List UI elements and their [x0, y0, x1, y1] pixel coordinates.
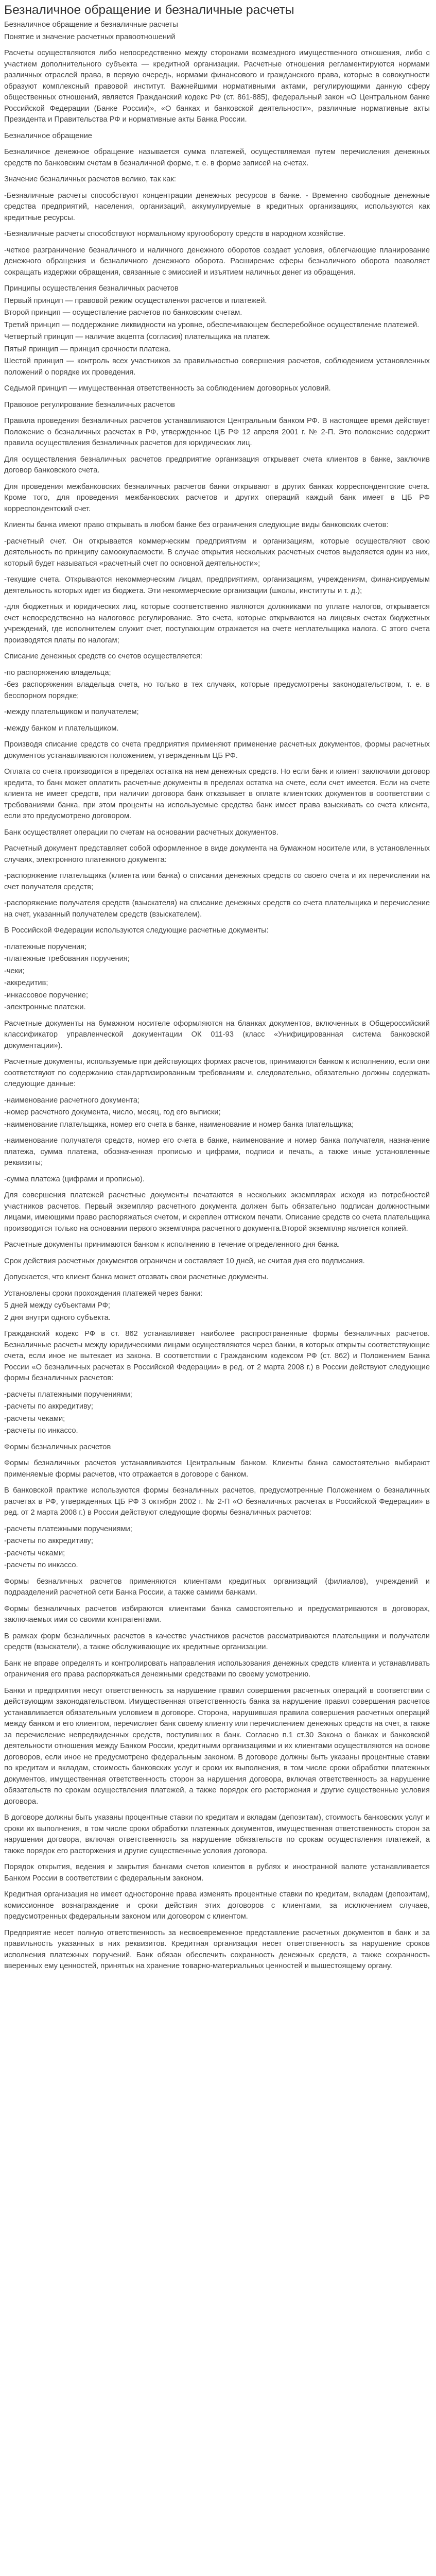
paragraph: Расчетные документы на бумажном носителе оформляются на бланках документов, включенных в Общероссийский классификатор управленческой документации ОК 011-93 (класс «Унифицированная система банковской документации»).	[4, 1019, 430, 1050]
paragraph: Первый принцип — правовой режим осуществления расчетов и платежей.	[4, 296, 267, 305]
paragraph: -расчеты по инкассо.	[4, 1561, 78, 1569]
paragraph: -распоряжение получателя средств (взыскателя) на списание денежных средств со счета плательщика и перечисление на счет, указанный получателем средств (взыскателем).	[4, 899, 430, 919]
paragraph: Оплата со счета производится в пределах остатка на нем денежных средств. Но если банк и клиент заключили договор кредита, то банк может оплатить расчетные документы в пределах остатка на счете, если счет имеется. Если на счете клиента не имеет средств, при наличии договора банк отказывает в оплате клиентских документов в соответствии с требованиями банка, при этом проценты на используемые средства банк имеет права взыскивать со счета клиента, если это предусмотрено договором.	[4, 768, 430, 820]
paragraph: -расчетный счет. Он открывается коммерческим предприятиям и организациям, которые осуществляют свою деятельность по принципу самоокупаемости. В случае открытия нескольких расчетных счетов выделяется один из них, который будет называться «расчетный счет по основной деятельности»;	[4, 537, 430, 568]
paragraph: Допускается, что клиент банка может отозвать свои расчетные документы.	[4, 1273, 269, 1281]
paragraph: Формы безналичных расчетов избираются клиентами банка самостоятельно и предусматриваются в договорах, заключаемых ими со своими контрагентами.	[4, 1604, 430, 1624]
paragraph: Значение безналичных расчетов велико, так как:	[4, 175, 176, 183]
paragraph: -наименование расчетного документа;	[4, 1096, 140, 1105]
paragraph: Понятие и значение расчетных правоотношений	[4, 32, 176, 41]
paragraph: -расчеты чеками;	[4, 1549, 65, 1557]
paragraph: Срок действия расчетных документов ограничен и составляет 10 дней, не считая дня его подписания.	[4, 1257, 365, 1265]
paragraph: -наименование плательщика, номер его счета в банке, наименование и номер банка плательщика;	[4, 1120, 354, 1129]
paragraph: Банк не вправе определять и контролировать направления использования денежных средств клиента и устанавливать ограничения его права распоряжаться денежными средствами по своему усмотрению.	[4, 1659, 430, 1679]
paragraph: -по распоряжению владельца;	[4, 668, 111, 677]
paragraph: Расчетные документы принимаются банком к исполнению в течение определенного дня банка.	[4, 1241, 340, 1249]
paragraph: -расчеты чеками;	[4, 1414, 65, 1423]
paragraph: -расчеты платежными поручениями;	[4, 1390, 132, 1399]
paragraph: -между плательщиком и получателем;	[4, 708, 139, 716]
paragraph: Для совершения платежей расчетные документы печатаются в нескольких экземплярах исходя из потребностей участников расчетов. Первый экземпляр расчетного документа должен быть обязательно подписан должностными лицами, имеющими право распоряжаться счетом, и скреплен оттиском печати. Описание средств со счета плательщика производится только на основании первого экземпляра расчетного документа.Второй экземпляр является копией.	[4, 1191, 430, 1233]
paragraph: -Безналичные расчеты способствуют нормальному кругообороту средств в народном хозяйстве.	[4, 230, 345, 238]
paragraph: Формы безналичных расчетов устанавливаются Центральным банком. Клиенты банка самостоятельно выбирают применяемые формы расчетов, что отражается в договоре с банком.	[4, 1459, 430, 1479]
paragraph: -наименование получателя средств, номер его счета в банке, наименование и номер банка получателя, назначение платежа, сумма платежа, обозначенная прописью и цифрами, подписи и печать, а также иные установленные реквизиты;	[4, 1137, 430, 1167]
paragraph: Расчеты осуществляются либо непосредственно между сторонами возмездного имущественного отношения, либо с участием дополнительного субъекта — кредитной организации. Расчетные отношения регламентируются нормами различных отраслей права, в первую очередь, нормами финансового и гражданского права, которые в совокупности образуют комплексный правовой институт. Важнейшими нормативными актами, регулирующими данную сферу общественных отношений, является Гражданский кодекс РФ (ст. 861-885), федеральный закон «О Центральном банке Российской Федерации (Банке России)», «О банках и банковской деятельности», различные нормативные акты Президента и Правительства РФ и нормативные акты Банка России.	[4, 49, 430, 124]
paragraph: -расчеты по аккредитиву;	[4, 1537, 93, 1545]
paragraph: -распоряжение плательщика (клиента или банка) о списании денежных средств со своего счета и их перечислении на счет получателя средств;	[4, 872, 430, 891]
paragraph: -номер расчетного документа, число, месяц, год его выписки;	[4, 1108, 221, 1116]
paragraph: Формы безналичных расчетов применяются клиентами кредитных организаций (филиалов), учреждений и подразделений расчетной сети Банка России, а также самими банками.	[4, 1577, 430, 1597]
paragraph: -расчеты платежными поручениями;	[4, 1524, 132, 1533]
paragraph: Пятый принцип — принцип срочности платежа.	[4, 345, 171, 353]
paragraph: -платежные поручения;	[4, 942, 87, 951]
paragraph: Установлены сроки прохождения платежей через банки:	[4, 1289, 203, 1298]
paragraph: Безналичное денежное обращение называется сумма платежей, осуществляемая путем перечисления денежных средств по банковским счетам в безналичной форме, т. е. в форме записей на счетах.	[4, 148, 430, 167]
paragraph: -чеки;	[4, 967, 25, 975]
paragraph: Седьмой принцип — имущественная ответственность за соблюдением договорных условий.	[4, 384, 331, 393]
paragraph: Безналичное обращение и безналичные расчеты	[4, 21, 178, 29]
paragraph: -инкассовое поручение;	[4, 991, 89, 999]
paragraph: -четкое разграничение безналичного и наличного денежного оборотов создает условия, облегчающие планирование денежного обращения и безналичного денежного оборота. Расширение сферы безналичного оборота позволяет сокращать издержки обращения, связанные с эмиссией и изъятием наличных денег из обращения.	[4, 246, 430, 277]
paragraph: -расчеты по инкассо.	[4, 1427, 78, 1435]
paragraph: Формы безналичных расчетов	[4, 1443, 111, 1451]
paragraph: Банки и предприятия несут ответственность за нарушение правил совершения расчетных операций в соответствии с действующим законодательством. Имущественная ответственность банка за нарушение правил совершения расчетов устанавливается обязательным условием в договоре. Сторона, нарушившая правила совершения расчетных операций между банком и его клиентом, перечисляет банк своему клиенту или перечислением денежных средств на счет, а также за перечисление непредвиденных средств, поступивших в банк. Согласно п.1 ст.30 Закона о банках и банковской деятельности отношения между Банком России, кредитными организациями и их клиентами осуществляются на основе договоров, если иное не предусмотрено федеральным законом. В договоре должны быть указаны процентные ставки по кредитам и вкладам, стоимость банковских услуг и сроки их выполнения, в том числе сроки обработки платежных документов, имущественная ответственность сторон за нарушения договора, включая ответственность за нарушение обязательств по срокам осуществления платежей, а также порядок его расторжения и другие существенные условия договора.	[4, 1686, 430, 1806]
paragraph: Четвертый принцип — наличие акцепта (согласия) плательщика на платеж.	[4, 333, 271, 341]
paragraph: Клиенты банка имеют право открывать в любом банке без ограничения следующие виды банковских счетов:	[4, 521, 389, 529]
paragraph: Шестой принцип — контроль всех участников за правильностью совершения расчетов, соблюдением установленных положений о порядке их проведения.	[4, 357, 430, 377]
document-body	[4, 20, 430, 1972]
paragraph: Списание денежных средств со счетов осуществляется:	[4, 652, 202, 660]
paragraph: Расчетные документы, используемые при действующих формах расчетов, принимаются банком к исполнению, если они соответствуют по содержанию стандартизированным требованиям и, следовательно, обязательно должны содержать следующие данные:	[4, 1058, 430, 1088]
paragraph: Предприятие несет полную ответственность за несвоевременное представление расчетных документов в банк и за правильность указанных в них реквизитов. Кредитная организация несет ответственность за нарушение сроков исполнения платежных поручений. Банк обязан обеспечить сохранность денежных средств, а также сохранность вверенных ему ценностей, принятых на хранение товарно-материальных ценностей и вышестоящему органу.	[4, 1928, 430, 1970]
paragraph: -без распоряжения владельца счета, но только в тех случаях, которые предусмотрены законодательством, т. е. в бесспорном порядке;	[4, 681, 430, 700]
paragraph: Второй принцип — осуществление расчетов по банковским счетам.	[4, 309, 242, 317]
paragraph: Третий принцип — поддержание ликвидности на уровне, обеспечивающем бесперебойное осуществление платежей.	[4, 320, 420, 329]
paragraph: -для бюджетных и юридических лиц, которые соответственно являются должниками по уплате налогов, открывается счет непосредственно на налоговое регулирование. Это счета, которые открываются на лицевых счетах бюджетных учреждений, где исполнителем служит счет, поступающим отражается на счете неплательщика налога. С этого счета производятся платы по налогам;	[4, 603, 430, 645]
paragraph: В Российской Федерации используются следующие расчетные документы:	[4, 926, 269, 935]
paragraph: 2 дня внутри одного субъекта.	[4, 1313, 111, 1322]
paragraph: 5 дней между субъектами РФ;	[4, 1301, 111, 1310]
paragraph: -электронные платежи.	[4, 1003, 86, 1011]
paragraph: -сумма платежа (цифрами и прописью).	[4, 1175, 145, 1183]
paragraph: В банковской практике используются формы безналичных расчетов, предусмотренные Положением о безналичных расчетах в РФ, утвержденных ЦБ РФ 3 октября 2002 г. № 2-П «О безналичных расчетах в Российской Федерации» в ред. от 2 марта 2008 г.) в России действуют следующие формы безналичных расчетов:	[4, 1486, 430, 1517]
paragraph: Гражданский кодекс РФ в ст. 862 устанавливает наиболее распространенные формы безналичных расчетов. Безналичные расчеты между юридическими лицами осуществляются через банки, в которых открыты соответствующие счета, если иное не вытекает из закона. В соответствии с Гражданским кодексом РФ (ст. 862) и Положением Банка России «О безналичных расчетах в Российской Федерации» в ред. от 2 марта 2008 г.) в России действуют следующие формы безналичных расчетов:	[4, 1330, 430, 1382]
paragraph: Кредитная организация не имеет односторонне права изменять процентные ставки по кредитам, вкладам (депозитам), комиссионное вознаграждение и сроки действия этих договоров с клиентами, за исключением случаев, предусмотренных федеральным законом или договором с клиентом.	[4, 1890, 430, 1921]
paragraph: -аккредитив;	[4, 979, 48, 987]
paragraph: Для осуществления безналичных расчетов предприятие организация открывает счета клиентов в банке, заключив договор банковского счета.	[4, 455, 430, 474]
paragraph: Правила проведения безналичных расчетов устанавливаются Центральным банком РФ. В настоящее время действует Положение о безналичных расчетах в РФ, утвержденное ЦБ РФ 12 апреля 2001 г. № 2-П. Это положение содержит правила осуществления безналичных расчетов для юридических лиц.	[4, 417, 430, 447]
paragraph: Безналичное обращение	[4, 131, 92, 140]
paragraph: В договоре должны быть указаны процентные ставки по кредитам и вкладам (депозитам), стоимость банковских услуг и сроки их выполнения, в том числе сроки обработки платежных документов, имущественная ответственность сторон за нарушения договора, включая ответственность за нарушение обязательств по срокам осуществления платежей, а также порядок его расторжения и другие существенные условия договора.	[4, 1814, 430, 1855]
paragraph: -между банком и плательщиком.	[4, 724, 119, 733]
paragraph: Производя списание средств со счета предприятия применяют применение расчетных документов, формы расчетных документов устанавливаются положением, утвержденным ЦБ РФ.	[4, 740, 430, 760]
paragraph: В рамках форм безналичных расчетов в качестве участников расчетов рассматриваются плательщики и получатели средств (взыскатели), а также обслуживающие их кредитные организации.	[4, 1632, 430, 1651]
paragraph: -Безналичные расчеты способствуют концентрации денежных ресурсов в банке. - Временно свободные денежные средства предприятий, населения, организаций, аккумулируемые в кредитных организациях, используются как кредитные ресурсы.	[4, 191, 430, 222]
paragraph: Порядок открытия, ведения и закрытия банками счетов клиентов в рублях и иностранной валюте устанавливается Банком России в соответствии с федеральным законом.	[4, 1863, 430, 1883]
paragraph: Для проведения межбанковских безналичных расчетов банки открывают в других банках корреспондентские счета. Кроме того, для проведения межбанковских расчетов и других операций каждый банк имеет в ЦБ РФ корреспондентский счет.	[4, 482, 430, 513]
paragraph: Расчетный документ представляет собой оформленное в виде документа на бумажном носителе или, в установленных случаях, электронного платежного документа:	[4, 844, 430, 864]
page-title: Безналичное обращение и безналичные расчеты	[4, 3, 294, 17]
paragraph: Правовое регулирование безналичных расчетов	[4, 400, 175, 409]
paragraph: Банк осуществляет операции по счетам на основании расчетных документов.	[4, 828, 278, 837]
paragraph: Принципы осуществления безналичных расчетов	[4, 284, 179, 293]
paragraph: -текущие счета. Открываются некоммерческим лицам, предприятиям, организациям, учреждениям, финансируемым деятельность которых идет из бюджета. Эти некоммерческие организации (школы, институты и т. д.);	[4, 575, 430, 595]
paragraph: -платежные требования поручения;	[4, 955, 130, 963]
paragraph: -расчеты по аккредитиву;	[4, 1402, 93, 1411]
